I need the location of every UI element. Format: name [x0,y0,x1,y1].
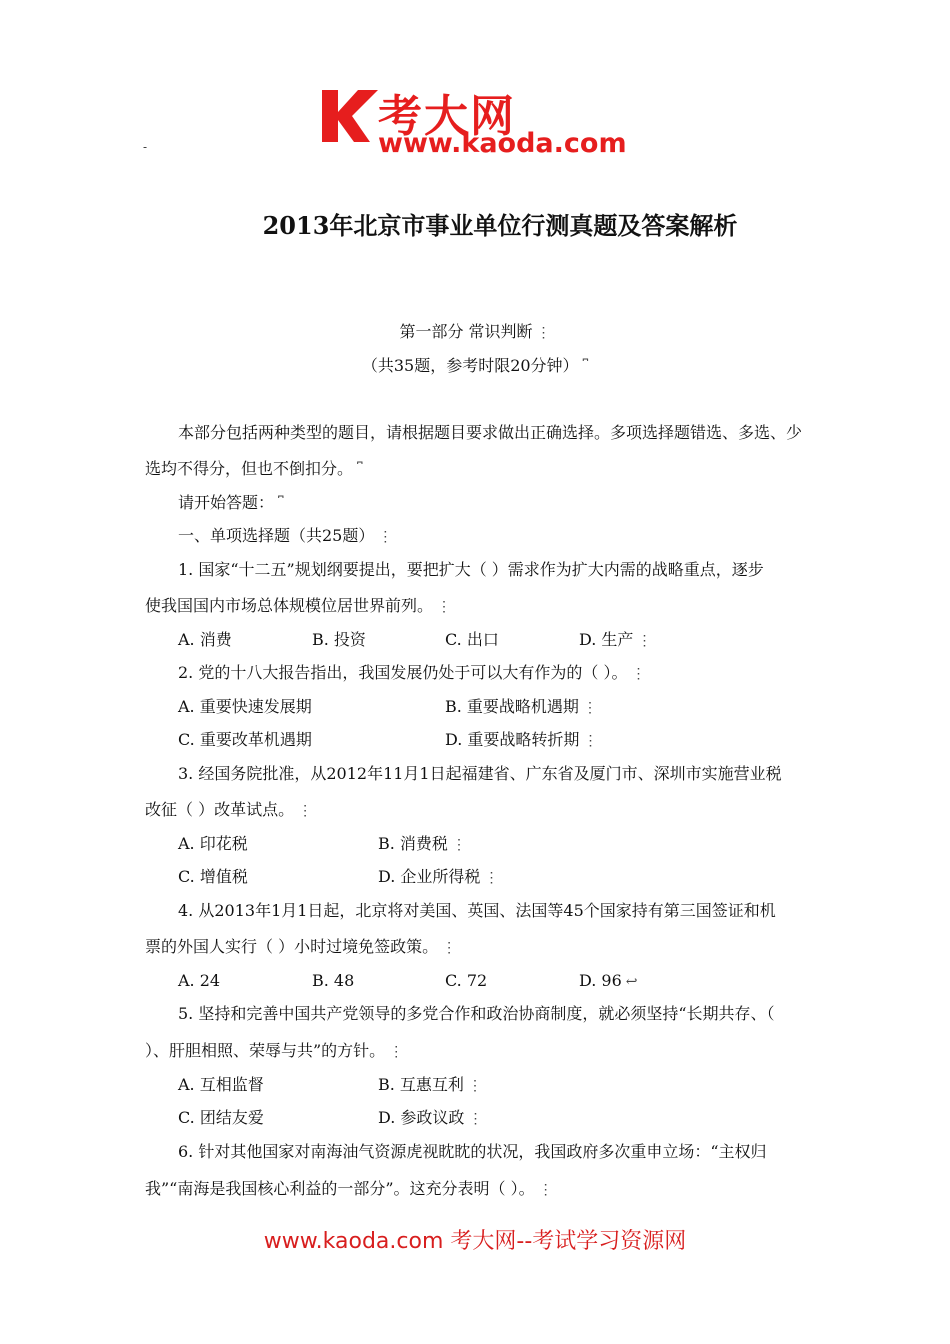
intro-line-1: 本部分包括两种类型的题目，请根据题目要求做出正确选择。多项选择题错选、多选、少 [178,423,803,442]
question-2-line-1: 2. 党的十八大报告指出，我国发展仍处于可以大有作为的（ ）。 ⋮ [178,663,646,682]
option-1a: A. 消费 [178,630,232,649]
question-4-line-2: 票的外国人实行（ ）小时过境免签政策。 ⋮ [145,937,457,956]
option-5d: D. 参政议政 ⋮ [378,1108,483,1127]
option-4b: B. 48 [312,971,355,990]
option-4d: D. 96 ↩ [579,971,638,990]
intro-line-2: 选均不得分，但也不倒扣分。 ⎴ [145,459,363,478]
option-4c: C. 72 [445,971,488,990]
page-mark: - [143,140,148,154]
question-3-line-2: 改征（ ）改革试点。 ⋮ [145,800,313,819]
question-5-line-2: ）、肝胆相照、荣辱与共”的方针。 ⋮ [145,1041,404,1060]
logo-brand-url: www.kaoda.com [378,128,627,159]
option-3b: B. 消费税 ⋮ [378,834,466,853]
question-6-line-1: 6. 针对其他国家对南海油气资源虎视眈眈的状况，我国政府多次重申立场：“主权归 [178,1142,767,1161]
part-heading: 一、单项选择题（共25题） ⋮ [178,526,393,545]
site-logo [318,78,648,160]
option-3d: D. 企业所得税 ⋮ [378,867,499,886]
section-heading: 第一部分 常识判断 ⋮ [399,322,551,341]
option-1b: B. 投资 [312,630,366,649]
option-2a: A. 重要快速发展期 [178,697,312,716]
question-4-line-1: 4. 从2013年1月1日起，北京将对美国、英国、法国等45个国家持有第三国签证和机 [178,901,776,920]
question-1-line-1: 1. 国家“十二五”规划纲要提出，要把扩大（ ）需求作为扩大内需的战略重点，逐步 [178,560,764,579]
option-5a: A. 互相监督 [178,1075,264,1094]
start-prompt: 请开始答题： ⎴ [178,493,284,512]
option-4a: A. 24 [178,971,221,990]
question-6-line-2: 我”“南海是我国核心利益的一部分”。这充分表明（ ）。 ⋮ [145,1179,553,1198]
logo-brand-cn: 考大网 [378,91,516,142]
option-2d: D. 重要战略转折期 ⋮ [445,730,598,749]
question-3-line-1: 3. 经国务院批准，从2012年11月1日起福建省、广东省及厦门市、深圳市实施营业税 [178,764,782,783]
document-title: 2013年北京市事业单位行测真题及答案解析 [262,211,738,240]
question-1-line-2: 使我国国内市场总体规模位居世界前列。 ⋮ [145,596,452,615]
option-3a: A. 印花税 [178,834,248,853]
section-subheading: （共35题，参考时限20分钟） ⎴ [361,356,589,375]
option-1c: C. 出口 [445,630,499,649]
option-2b: B. 重要战略机遇期 ⋮ [445,697,597,716]
option-5c: C. 团结友爱 [178,1108,264,1127]
option-3c: C. 增值税 [178,867,248,886]
question-5-line-1: 5. 坚持和完善中国共产党领导的多党合作和政治协商制度，就必须坚持“长期共存、（ [178,1004,775,1023]
option-1d: D. 生产 ⋮ [579,630,652,649]
footer-link[interactable]: www.kaoda.com 考大网--考试学习资源网 [263,1229,687,1254]
option-2c: C. 重要改革机遇期 [178,730,312,749]
option-5b: B. 互惠互利 ⋮ [378,1075,482,1094]
